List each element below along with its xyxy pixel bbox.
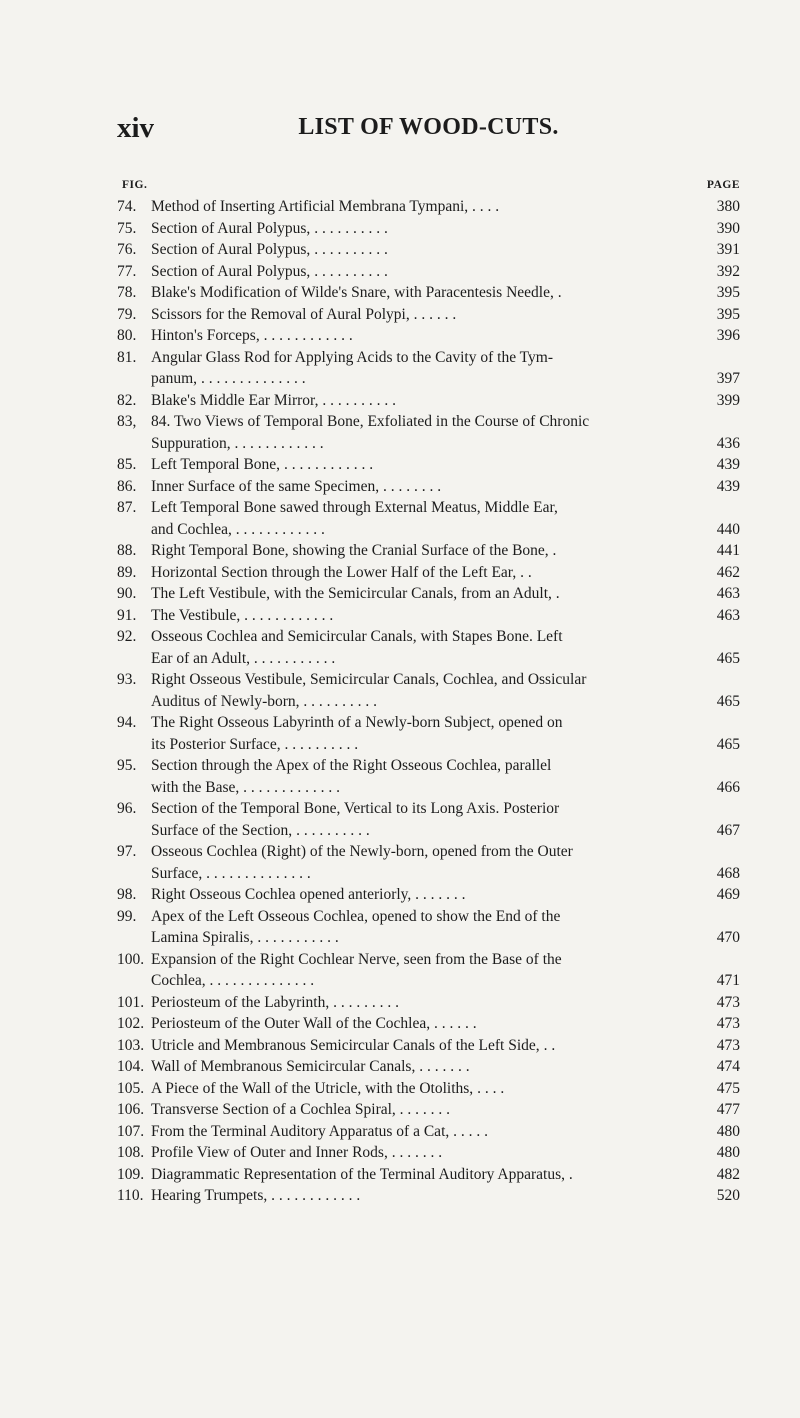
fig-number: 96.	[117, 800, 137, 817]
entry-title: Auditus of Newly-born,	[151, 692, 300, 710]
page-ref: 391	[715, 239, 740, 261]
fig-number: 80.	[117, 327, 137, 344]
entry-title: Expansion of the Right Cochlear Nerve, seen from the Base of the	[151, 950, 562, 968]
entry-title: Profile View of Outer and Inner Rods,	[151, 1144, 388, 1161]
leader-dots: . . . . . . . . . .	[310, 241, 388, 258]
list-item	[117, 863, 740, 885]
entry-title: Osseous Cochlea and Semicircular Canals, with Stapes Bone. Left	[151, 628, 563, 645]
list-item	[117, 218, 740, 240]
page-ref: 469	[715, 884, 740, 906]
page-ref: 436	[715, 433, 740, 455]
list-item	[117, 691, 740, 713]
list-item	[117, 755, 740, 777]
fig-number: 110.	[117, 1187, 144, 1204]
list-item	[117, 777, 740, 799]
list-item	[117, 669, 740, 691]
entry-title: Left Temporal Bone sawed through External Meatus, Middle Ear,	[151, 499, 558, 516]
fig-number: 98.	[117, 886, 137, 903]
fig-number: 109.	[117, 1165, 145, 1183]
leader-dots: . . . .	[473, 1079, 505, 1097]
entry-title: Left Temporal Bone,	[151, 456, 281, 473]
entry-title: A Piece of the Wall of the Utricle, with the Otoliths,	[151, 1079, 474, 1097]
list-item	[117, 433, 740, 455]
fig-number: 85.	[117, 456, 137, 473]
leader-dots: . . . . . . . . . . . . . .	[197, 370, 306, 387]
fig-number: 102.	[117, 1015, 145, 1032]
leader-dots: . . . . . . . . . . . . . .	[202, 864, 311, 882]
entry-title: Method of Inserting Artificial Membrana Tympani,	[151, 198, 469, 215]
leader-dots: .	[553, 284, 562, 301]
entry-title: 84. Two Views of Temporal Bone, Exfoliated in the Course of Chronic	[151, 413, 590, 430]
page-ref: 471	[715, 970, 740, 992]
leader-dots: . . . . . . . . .	[329, 993, 399, 1011]
list-item	[117, 196, 740, 218]
leader-dots: . . . . .	[449, 1122, 488, 1140]
entry-title: Horizontal Section through the Lower Half of the Left Ear,	[151, 563, 517, 581]
page-ref: 480	[715, 1142, 740, 1164]
page-ref: 463	[715, 605, 740, 627]
leader-dots: . . . . . . . .	[379, 477, 442, 495]
list-item	[117, 648, 740, 670]
entry-title: Lamina Spiralis,	[151, 929, 254, 946]
page-ref: 439	[715, 454, 740, 476]
entry-title: Surface,	[151, 864, 203, 882]
leader-dots: . . . . . . .	[411, 886, 466, 903]
page-ref: 465	[715, 734, 740, 756]
leader-dots: . . . . . . . . . . . .	[231, 520, 325, 538]
fig-number: 91.	[117, 606, 137, 624]
running-head	[117, 112, 740, 146]
leader-dots: . . . . . . . . . . . .	[267, 1187, 361, 1204]
leader-dots: . . . .	[468, 198, 500, 215]
fig-number: 104.	[117, 1058, 145, 1075]
list-item	[117, 605, 740, 627]
entry-title: with the Base,	[151, 778, 240, 796]
entry-title: Transverse Section of a Cochlea Spiral,	[151, 1101, 396, 1118]
leader-dots: . . . . . .	[409, 305, 457, 323]
fig-number: 94.	[117, 714, 137, 731]
fig-number: 108.	[117, 1144, 145, 1161]
fig-number: 79.	[117, 305, 137, 323]
entry-title: Suppuration,	[151, 434, 231, 452]
fig-number: 83,	[117, 413, 137, 430]
entry-title: Apex of the Left Osseous Cochlea, opened to show the End of the	[151, 907, 561, 925]
list-item	[117, 368, 740, 390]
entry-title: Utricle and Membranous Semicircular Canals of the Left Side,	[151, 1036, 540, 1054]
leader-dots: . . . . . . . . . .	[299, 692, 378, 710]
entry-title: Ear of an Adult,	[151, 649, 251, 667]
entry-title: Blake's Modification of Wilde's Snare, with Paracentesis Needle,	[151, 284, 554, 301]
page-title: LIST OF WOOD-CUTS.	[298, 114, 559, 140]
leader-dots: . . . . . . . . . .	[318, 391, 396, 409]
page-ref: 395	[715, 282, 740, 304]
list-item	[117, 261, 740, 283]
leader-dots: . . . . . . .	[415, 1058, 470, 1075]
entry-title: Section of Aural Polypus,	[151, 219, 311, 237]
fig-number: 105.	[117, 1079, 145, 1097]
entry-title: Section through the Apex of the Right Osseous Cochlea, parallel	[151, 757, 552, 774]
list-item	[117, 1056, 740, 1078]
page-ref: 466	[715, 777, 740, 799]
page-ref: 473	[715, 1035, 740, 1057]
page-column-header: PAGE	[706, 179, 740, 191]
page-ref: 441	[715, 540, 740, 562]
list-item	[117, 1078, 740, 1100]
list-item	[117, 1013, 740, 1035]
page-ref: 465	[715, 691, 740, 713]
list-item	[117, 626, 740, 648]
leader-dots: . .	[539, 1036, 556, 1054]
list-item	[117, 304, 740, 326]
entry-title: Hearing Trumpets,	[151, 1187, 268, 1204]
entry-title: From the Terminal Auditory Apparatus of a Cat,	[151, 1122, 450, 1140]
fig-number: 77.	[117, 262, 137, 280]
entry-title: Right Osseous Vestibule, Semicircular Canals, Cochlea, and Ossicular	[151, 671, 587, 688]
fig-number: 101.	[117, 993, 145, 1011]
list-item	[117, 1035, 740, 1057]
page-number: xiv	[117, 112, 155, 144]
fig-number: 97.	[117, 843, 137, 860]
page-ref: 396	[715, 325, 740, 347]
fig-number: 92.	[117, 628, 137, 645]
entry-title: Section of Aural Polypus,	[151, 241, 311, 258]
fig-number: 86.	[117, 477, 137, 495]
page-ref: 480	[715, 1121, 740, 1143]
leader-dots: . . . . . . .	[395, 1101, 451, 1118]
page-ref: 395	[715, 304, 740, 326]
leader-dots: . . . . . . . . . . . .	[280, 456, 374, 473]
list-item	[117, 325, 740, 347]
entry-title: Right Osseous Cochlea opened anteriorly,	[151, 886, 412, 903]
fig-number: 99.	[117, 907, 137, 925]
leader-dots: . .	[516, 563, 532, 581]
page-ref: 477	[715, 1099, 740, 1121]
entry-title: Section of the Temporal Bone, Vertical to its Long Axis. Posterior	[151, 800, 560, 817]
page-ref: 440	[715, 519, 740, 541]
entry-title: panum,	[151, 370, 198, 387]
page-ref: 380	[715, 196, 740, 218]
leader-dots: .	[551, 585, 560, 602]
list-item	[117, 1142, 740, 1164]
list-item	[117, 798, 740, 820]
entry-title: Periosteum of the Labyrinth,	[151, 993, 330, 1011]
leader-dots: . . . . . . .	[387, 1144, 443, 1161]
fig-number: 107.	[117, 1122, 145, 1140]
list-item	[117, 583, 740, 605]
list-item	[117, 1099, 740, 1121]
entry-title: its Posterior Surface,	[151, 735, 281, 753]
page-ref: 468	[715, 863, 740, 885]
fig-number: 95.	[117, 757, 137, 774]
list-item	[117, 884, 740, 906]
list-item	[117, 927, 740, 949]
leader-dots: . . . . . . . . . . . .	[259, 327, 353, 344]
leader-dots: . . . . . . . . . .	[292, 821, 370, 839]
leader-dots: . . . . . . . . . . . .	[230, 434, 324, 452]
fig-number: 74.	[117, 198, 137, 215]
entry-title: Scissors for the Removal of Aural Polypi,	[151, 305, 410, 323]
page-ref: 467	[715, 820, 740, 842]
list-item	[117, 1185, 740, 1207]
entry-title: The Right Osseous Labyrinth of a Newly-born Subject, opened on	[151, 714, 563, 731]
list-item	[117, 562, 740, 584]
page-ref: 399	[715, 390, 740, 412]
page-ref: 474	[715, 1056, 740, 1078]
list-item	[117, 282, 740, 304]
entry-title: Right Temporal Bone, showing the Cranial Surface of the Bone,	[151, 542, 549, 559]
woodcut-list	[117, 196, 740, 1207]
entry-title: Blake's Middle Ear Mirror,	[151, 391, 319, 409]
list-item	[117, 970, 740, 992]
page-ref: 475	[715, 1078, 740, 1100]
list-item	[117, 1164, 740, 1186]
entry-title: Surface of the Section,	[151, 821, 293, 839]
list-item	[117, 347, 740, 369]
entry-title: Osseous Cochlea (Right) of the Newly-born, opened from the Outer	[151, 843, 573, 860]
entry-title: Periosteum of the Outer Wall of the Cochlea,	[151, 1015, 431, 1032]
leader-dots: . . . . . . . . . . . . .	[239, 778, 340, 796]
list-item	[117, 540, 740, 562]
entry-title: and Cochlea,	[151, 520, 232, 538]
leader-dots: .	[565, 1165, 573, 1183]
fig-number: 93.	[117, 671, 137, 688]
entry-title: Diagrammatic Representation of the Terminal Auditory Apparatus,	[151, 1165, 566, 1183]
entry-title: The Left Vestibule, with the Semicircular Canals, from an Adult,	[151, 585, 552, 602]
page-ref: 470	[715, 927, 740, 949]
list-item	[117, 390, 740, 412]
page-ref: 473	[715, 1013, 740, 1035]
list-item	[117, 906, 740, 928]
entry-title: Angular Glass Rod for Applying Acids to the Cavity of the Tym-	[151, 348, 554, 366]
leader-dots: . . . . . . . . . . . .	[240, 606, 334, 624]
entry-title: Wall of Membranous Semicircular Canals,	[151, 1058, 416, 1075]
list-item	[117, 992, 740, 1014]
fig-number: 75.	[117, 219, 137, 237]
leader-dots: . . . . . . . . . . . . . .	[205, 972, 315, 989]
page-ref: 520	[715, 1185, 740, 1207]
list-item	[117, 497, 740, 519]
list-item	[117, 411, 740, 433]
leader-dots: . . . . . . . . . .	[310, 219, 388, 237]
page-ref: 390	[715, 218, 740, 240]
leader-dots: . . . . . .	[430, 1015, 477, 1032]
list-item	[117, 820, 740, 842]
fig-number: 100.	[117, 950, 145, 968]
page-ref: 392	[715, 261, 740, 283]
fig-number: 78.	[117, 284, 137, 301]
list-item	[117, 1121, 740, 1143]
fig-number: 87.	[117, 499, 137, 516]
page-ref: 463	[715, 583, 740, 605]
page-ref: 473	[715, 992, 740, 1014]
entry-title: Hinton's Forceps,	[151, 327, 260, 344]
leader-dots: . . . . . . . . . .	[310, 262, 388, 280]
list-item	[117, 454, 740, 476]
page-ref: 462	[715, 562, 740, 584]
leader-dots: . . . . . . . . . .	[280, 735, 359, 753]
entry-title: Inner Surface of the same Specimen,	[151, 477, 380, 495]
leader-dots: .	[548, 542, 557, 559]
fig-number: 103.	[117, 1036, 145, 1054]
fig-column-header: FIG.	[122, 179, 148, 191]
fig-number: 88.	[117, 542, 137, 559]
list-item	[117, 239, 740, 261]
fig-number: 106.	[117, 1101, 145, 1118]
fig-number: 90.	[117, 585, 137, 602]
list-item	[117, 476, 740, 498]
fig-number: 81.	[117, 348, 137, 366]
page-ref: 465	[715, 648, 740, 670]
fig-number: 89.	[117, 563, 137, 581]
list-item	[117, 734, 740, 756]
list-item	[117, 712, 740, 734]
leader-dots: . . . . . . . . . . .	[253, 929, 339, 946]
entry-title: Section of Aural Polypus,	[151, 262, 311, 280]
page-ref: 482	[715, 1164, 740, 1186]
column-headers	[122, 179, 740, 195]
fig-number: 82.	[117, 391, 137, 409]
leader-dots: . . . . . . . . . . .	[250, 649, 336, 667]
list-item	[117, 949, 740, 971]
list-item	[117, 841, 740, 863]
page-ref: 439	[715, 476, 740, 498]
fig-number: 76.	[117, 241, 137, 258]
entry-title: The Vestibule,	[151, 606, 241, 624]
entry-title: Cochlea,	[151, 972, 206, 989]
list-item	[117, 519, 740, 541]
page-ref: 397	[715, 368, 740, 390]
